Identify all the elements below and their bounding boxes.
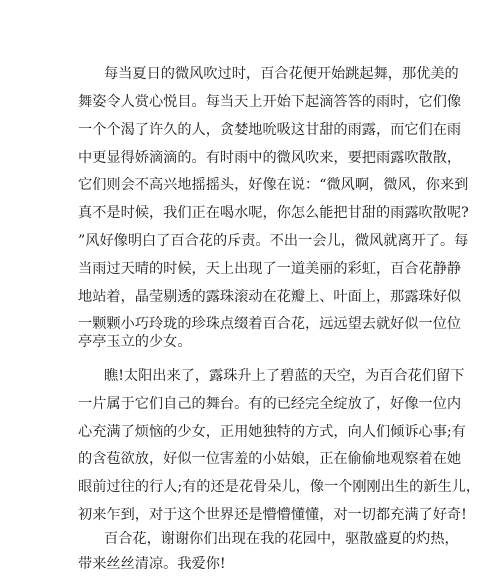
paragraph-1-line-3: 一个个渴了许久的人，贪婪地吮吸这甘甜的雨露，而它们在雨 [78, 122, 462, 138]
paragraph-1-line-7: ”风好像明白了百合花的斥责。不出一会儿，微风就离开了。每 [78, 233, 469, 249]
paragraph-3-line-1: 百合花，谢谢你们出现在我的花园中，驱散盛夏的灼热， [104, 531, 459, 547]
paragraph-1-line-2: 舞姿令人赏心悦目。每当天上开始下起滴答答的雨时，它们像 [78, 94, 462, 110]
paragraph-2-line-5: 眼前过往的行人;有的还是花骨朵儿，像一个刚刚出生的新生儿， [78, 479, 481, 495]
paragraph-2-line-1: 瞧!太阳出来了，露珠升上了碧蓝的天空，为百合花们留下 [104, 368, 465, 384]
paragraph-1-line-10: 一颗颗小巧玲珑的珍珠点缀着百合花，远远望去就好似一位位 [78, 316, 462, 332]
paragraph-2-line-3: 心充满了烦恼的少女，正用她独特的方式，向人们倾诉心事;有 [78, 424, 466, 440]
paragraph-2-line-4: 的含苞欲放，好似一位害羞的小姑娘，正在偷偷地观察着在她 [78, 451, 462, 467]
paragraph-1-line-9: 地站着，晶莹剔透的露珠滚动在花瓣上、叶面上，那露珠好似 [78, 289, 462, 305]
paragraph-1-line-5: 它们则会不高兴地摇摇头，好像在说：“微风啊，微风，你来到 [78, 177, 469, 193]
paragraph-1-line-1: 每当夏日的微风吹过时，百合花便开始跳起舞，那优美的 [104, 66, 459, 82]
paragraph-3-line-2: 带来丝丝清凉。我爱你! [78, 556, 226, 572]
paragraph-1-line-8: 当雨过天晴的时候，天上出现了一道美丽的彩虹，百合花静静 [78, 261, 462, 277]
paragraph-1-line-11: 亭亭玉立的少女。 [78, 334, 192, 350]
paragraph-2-line-6: 初来乍到，对于这个世界还是懵懵懂懂，对一切都充满了好奇! [78, 507, 467, 523]
paragraph-2-line-2: 一片属于它们自己的舞台。有的已经完全绽放了，好像一位内 [78, 396, 462, 412]
paragraph-1-line-6: 真不是时候，我们正在喝水呢，你怎么能把甘甜的雨露吹散呢? [78, 205, 469, 221]
paragraph-1-line-4: 中更显得娇滴滴的。有时雨中的微风吹来，要把雨露吹散散， [78, 150, 462, 166]
